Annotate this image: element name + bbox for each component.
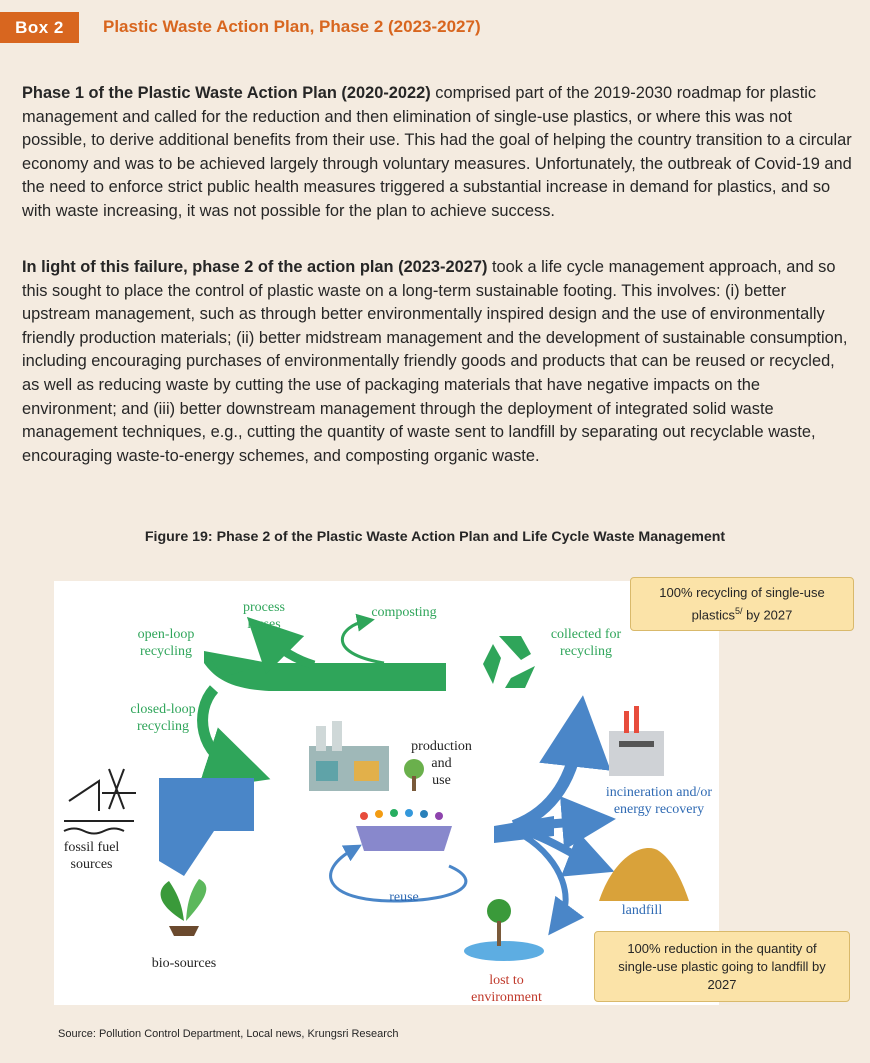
paragraph-body: comprised part of the 2019-2030 roadmap for plastic management and called for the reduction and then elimination of single-use plastics, or where this was not possible, to derive additional benefits from their use. This had the goal of helping the country transition to a circular economy and was to be achieved largely through voluntary measures. Unfortunately, the outbreak of Covid-19 and the need to enforce strict public health measures triggered a substantial increase in demand for plastics, and so with waste increasing, it was not possible for the plan to achieve success. <box>22 84 852 220</box>
label-line: and <box>431 756 452 771</box>
label-line: fossil fuel <box>63 840 120 855</box>
callout-landfill-target: 100% reduction in the quantity of single-use plastic going to landfill by 2027 <box>594 931 850 1002</box>
composting-label: composting <box>371 605 437 620</box>
callout-line: plastics <box>691 607 735 623</box>
composting-arrow <box>342 621 384 663</box>
label-line: lost to <box>489 973 524 988</box>
callout-text <box>659 584 824 624</box>
process-losses-arrow <box>266 636 314 665</box>
callout-line: by 2027 <box>742 607 793 623</box>
plant-icon <box>161 879 207 936</box>
label-line: sources <box>70 857 113 872</box>
lost-to-environment-label <box>459 972 554 1006</box>
label-line: energy recovery <box>613 802 705 817</box>
process-losses-label <box>234 599 294 633</box>
label-line: open-loop <box>137 627 195 642</box>
label-line: recycling <box>139 644 193 659</box>
recycle-icon <box>483 636 535 688</box>
label-line: use <box>432 773 451 788</box>
incineration-arrow <box>514 731 579 826</box>
energy-arrow <box>524 821 589 826</box>
box-badge: Box 2 <box>0 12 79 43</box>
paragraph-body: took a life cycle management approach, and so this sought to place the control of plastic waste on a long-term sustainable footing. This involves: (i) better upstream management, such as through better environmentally inspired design and the use of environmentally friendly production materials; (ii) better midstream management and the development of sustainable consumption, including encouraging purchases of environmentally friendly goods and products that can be reused or recycled, as well as reducing waste by cutting the use of packaging materials that have negative impacts on the environment; and (iii) better downstream management through the deployment of integrated solid waste management techniques, e.g., cutting the quantity of waste sent to landfill by separating out recyclable waste, encouraging waste-to-energy schemes, and composting organic waste. <box>22 258 848 465</box>
collected-label <box>536 626 636 660</box>
landfill-arrow <box>524 831 592 863</box>
label-line: collected for <box>550 627 622 642</box>
box-title: Plastic Waste Action Plan, Phase 2 (2023-2027) <box>103 17 481 36</box>
label-line: production <box>411 739 472 754</box>
figure-title: Figure 19: Phase 2 of the Plastic Waste Action Plan and Life Cycle Waste Management <box>144 529 726 545</box>
source-note: Source: Pollution Control Department, Local news, Krungsri Research <box>58 1028 399 1040</box>
incinerator-icon <box>609 706 664 776</box>
environment-icon <box>464 899 544 961</box>
footnote-marker: 5/ <box>734 605 743 616</box>
paragraph-lead: Phase 1 of the Plastic Waste Action Plan (2020-2022) <box>22 84 431 102</box>
callout-line: 100% recycling of single-use <box>659 584 825 600</box>
label-line: environment <box>471 990 542 1005</box>
input-flow-band <box>159 778 254 876</box>
landfill-label: landfill <box>621 903 663 918</box>
people-icon <box>356 809 452 851</box>
label-line: process <box>243 600 285 615</box>
callout-recycling-target <box>630 577 854 631</box>
paragraph-phase-2 <box>22 256 852 468</box>
landfill-icon <box>599 848 689 901</box>
closed-loop-arrow <box>203 689 239 769</box>
closed-loop-label <box>118 701 208 735</box>
reuse-label: reuse <box>389 890 419 905</box>
paragraph-lead: In light of this failure, phase 2 of the action plan (2023-2027) <box>22 258 488 276</box>
fossil-label <box>54 839 129 873</box>
incineration-label <box>594 784 724 818</box>
label-line: incineration and/or <box>605 785 713 800</box>
production-label <box>399 738 484 789</box>
open-loop-label <box>126 626 206 660</box>
label-line: recycling <box>136 719 190 734</box>
bio-sources-label: bio-sources <box>151 956 217 971</box>
label-line: closed-loop <box>130 702 196 717</box>
label-line: losses <box>247 617 281 632</box>
paragraph-phase-1 <box>22 82 852 224</box>
oil-rig-icon <box>64 769 136 834</box>
label-line: recycling <box>559 644 613 659</box>
